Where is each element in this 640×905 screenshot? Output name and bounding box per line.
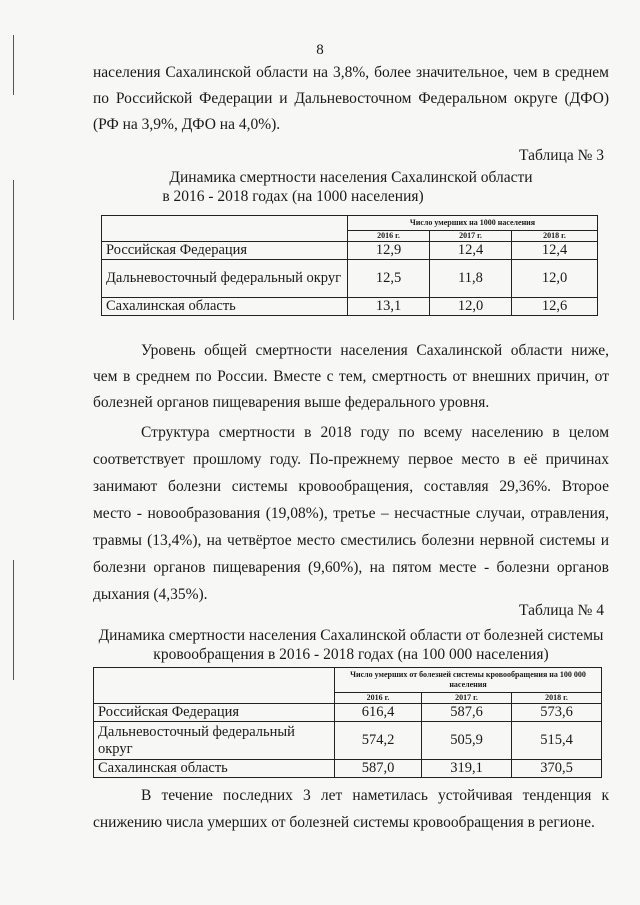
page-number: 8 bbox=[316, 42, 324, 58]
table3-label: Таблица № 3 bbox=[519, 147, 604, 164]
table-cell-value: 12,0 bbox=[512, 260, 598, 298]
table-row bbox=[102, 298, 598, 316]
table3-year-header: 2017 г. bbox=[430, 231, 512, 242]
table-cell-value: 573,6 bbox=[512, 704, 602, 722]
table-row bbox=[94, 722, 602, 760]
table-row bbox=[94, 704, 602, 722]
table3-year-header: 2018 г. bbox=[512, 231, 598, 242]
table4-title-line1: Динамика смертности населения Сахалинской области от болезней системы bbox=[98, 627, 604, 644]
table3-header-row bbox=[102, 216, 598, 231]
table3-title-line1: Динамика смертности населения Сахалинской области bbox=[169, 169, 533, 186]
table-cell-value: 505,9 bbox=[422, 722, 512, 760]
table-cell-value: 12,0 bbox=[430, 298, 512, 316]
table-cell-value: 319,1 bbox=[422, 760, 512, 778]
table4-group-header: Число умерших от болезней системы кровообращения на 100 000 населения bbox=[335, 668, 602, 693]
margin-line bbox=[13, 560, 14, 680]
table-cell-value: 12,4 bbox=[512, 242, 598, 260]
table-row bbox=[102, 260, 598, 298]
paragraph-mortality-level: Уровень общей смертности населения Сахалинской области ниже, чем в среднем по России. Вместе с тем, смертность от внешних причин, от болезней органов пищеварения выше федерального уровня. bbox=[93, 342, 609, 411]
table-row-region: Сахалинская область bbox=[94, 760, 335, 778]
table-cell-value: 12,6 bbox=[512, 298, 598, 316]
paragraph-intro: населения Сахалинской области на 3,8%, более значительное, чем в среднем по Российской Федерации и Дальневосточном Федеральном округе (ДФО) (РФ на 3,9%, ДФО на 4,0%). bbox=[93, 64, 609, 133]
table-cell-value: 12,5 bbox=[348, 260, 430, 298]
margin-line bbox=[13, 180, 14, 320]
table3-corner-cell bbox=[102, 216, 348, 242]
table-row-region: Российская Федерация bbox=[94, 704, 335, 722]
table-cell-value: 515,4 bbox=[512, 722, 602, 760]
table-cell-value: 11,8 bbox=[430, 260, 512, 298]
table3 bbox=[101, 215, 598, 316]
table4-title-line2: кровообращения в 2016 - 2018 годах (на 100 000 населения) bbox=[153, 646, 549, 663]
table4-year-header: 2017 г. bbox=[422, 693, 512, 704]
table-row bbox=[94, 760, 602, 778]
table4-year-header: 2018 г. bbox=[512, 693, 602, 704]
table-row bbox=[102, 242, 598, 260]
paragraph-trend: В течение последних 3 лет наметилась устойчивая тенденция к снижению числа умерших от болезней системы кровообращения в регионе. bbox=[93, 787, 609, 831]
table-cell-value: 587,0 bbox=[335, 760, 422, 778]
table4 bbox=[93, 667, 602, 778]
table3-group-header: Число умерших на 1000 населения bbox=[348, 216, 598, 231]
table-row-region: Российская Федерация bbox=[102, 242, 348, 260]
table4-year-header: 2016 г. bbox=[335, 693, 422, 704]
table-row-region: Дальневосточный федеральный округ bbox=[102, 260, 348, 298]
table4-corner-cell bbox=[94, 668, 335, 704]
table-cell-value: 616,4 bbox=[335, 704, 422, 722]
table-cell-value: 12,9 bbox=[348, 242, 430, 260]
table-cell-value: 12,4 bbox=[430, 242, 512, 260]
table-row-region: Дальневосточный федеральный округ bbox=[94, 722, 335, 760]
table-cell-value: 574,2 bbox=[335, 722, 422, 760]
table3-year-header: 2016 г. bbox=[348, 231, 430, 242]
table4-header-row bbox=[94, 668, 602, 693]
table-cell-value: 13,1 bbox=[348, 298, 430, 316]
table-cell-value: 587,6 bbox=[422, 704, 512, 722]
table-cell-value: 370,5 bbox=[512, 760, 602, 778]
table4-label: Таблица № 4 bbox=[519, 602, 604, 619]
table3-title-line2: в 2016 - 2018 годах (на 1000 населения) bbox=[162, 188, 424, 205]
table-row-region: Сахалинская область bbox=[102, 298, 348, 316]
paragraph-mortality-structure: Структура смертности в 2018 году по всему населению в целом соответствует прошлому году. По-прежнему первое место в её причинах занимают болезни системы кровообращения, составляя 29,36%. Второе место - новообразования (19,08%), третье – несчастные случаи, отравления, травмы (13,4%), на четвёртое место сместились болезни нервной системы и болезни органов пищеварения (9,60%), на пятом месте - болезни органов дыхания (4,35%). bbox=[93, 424, 609, 603]
